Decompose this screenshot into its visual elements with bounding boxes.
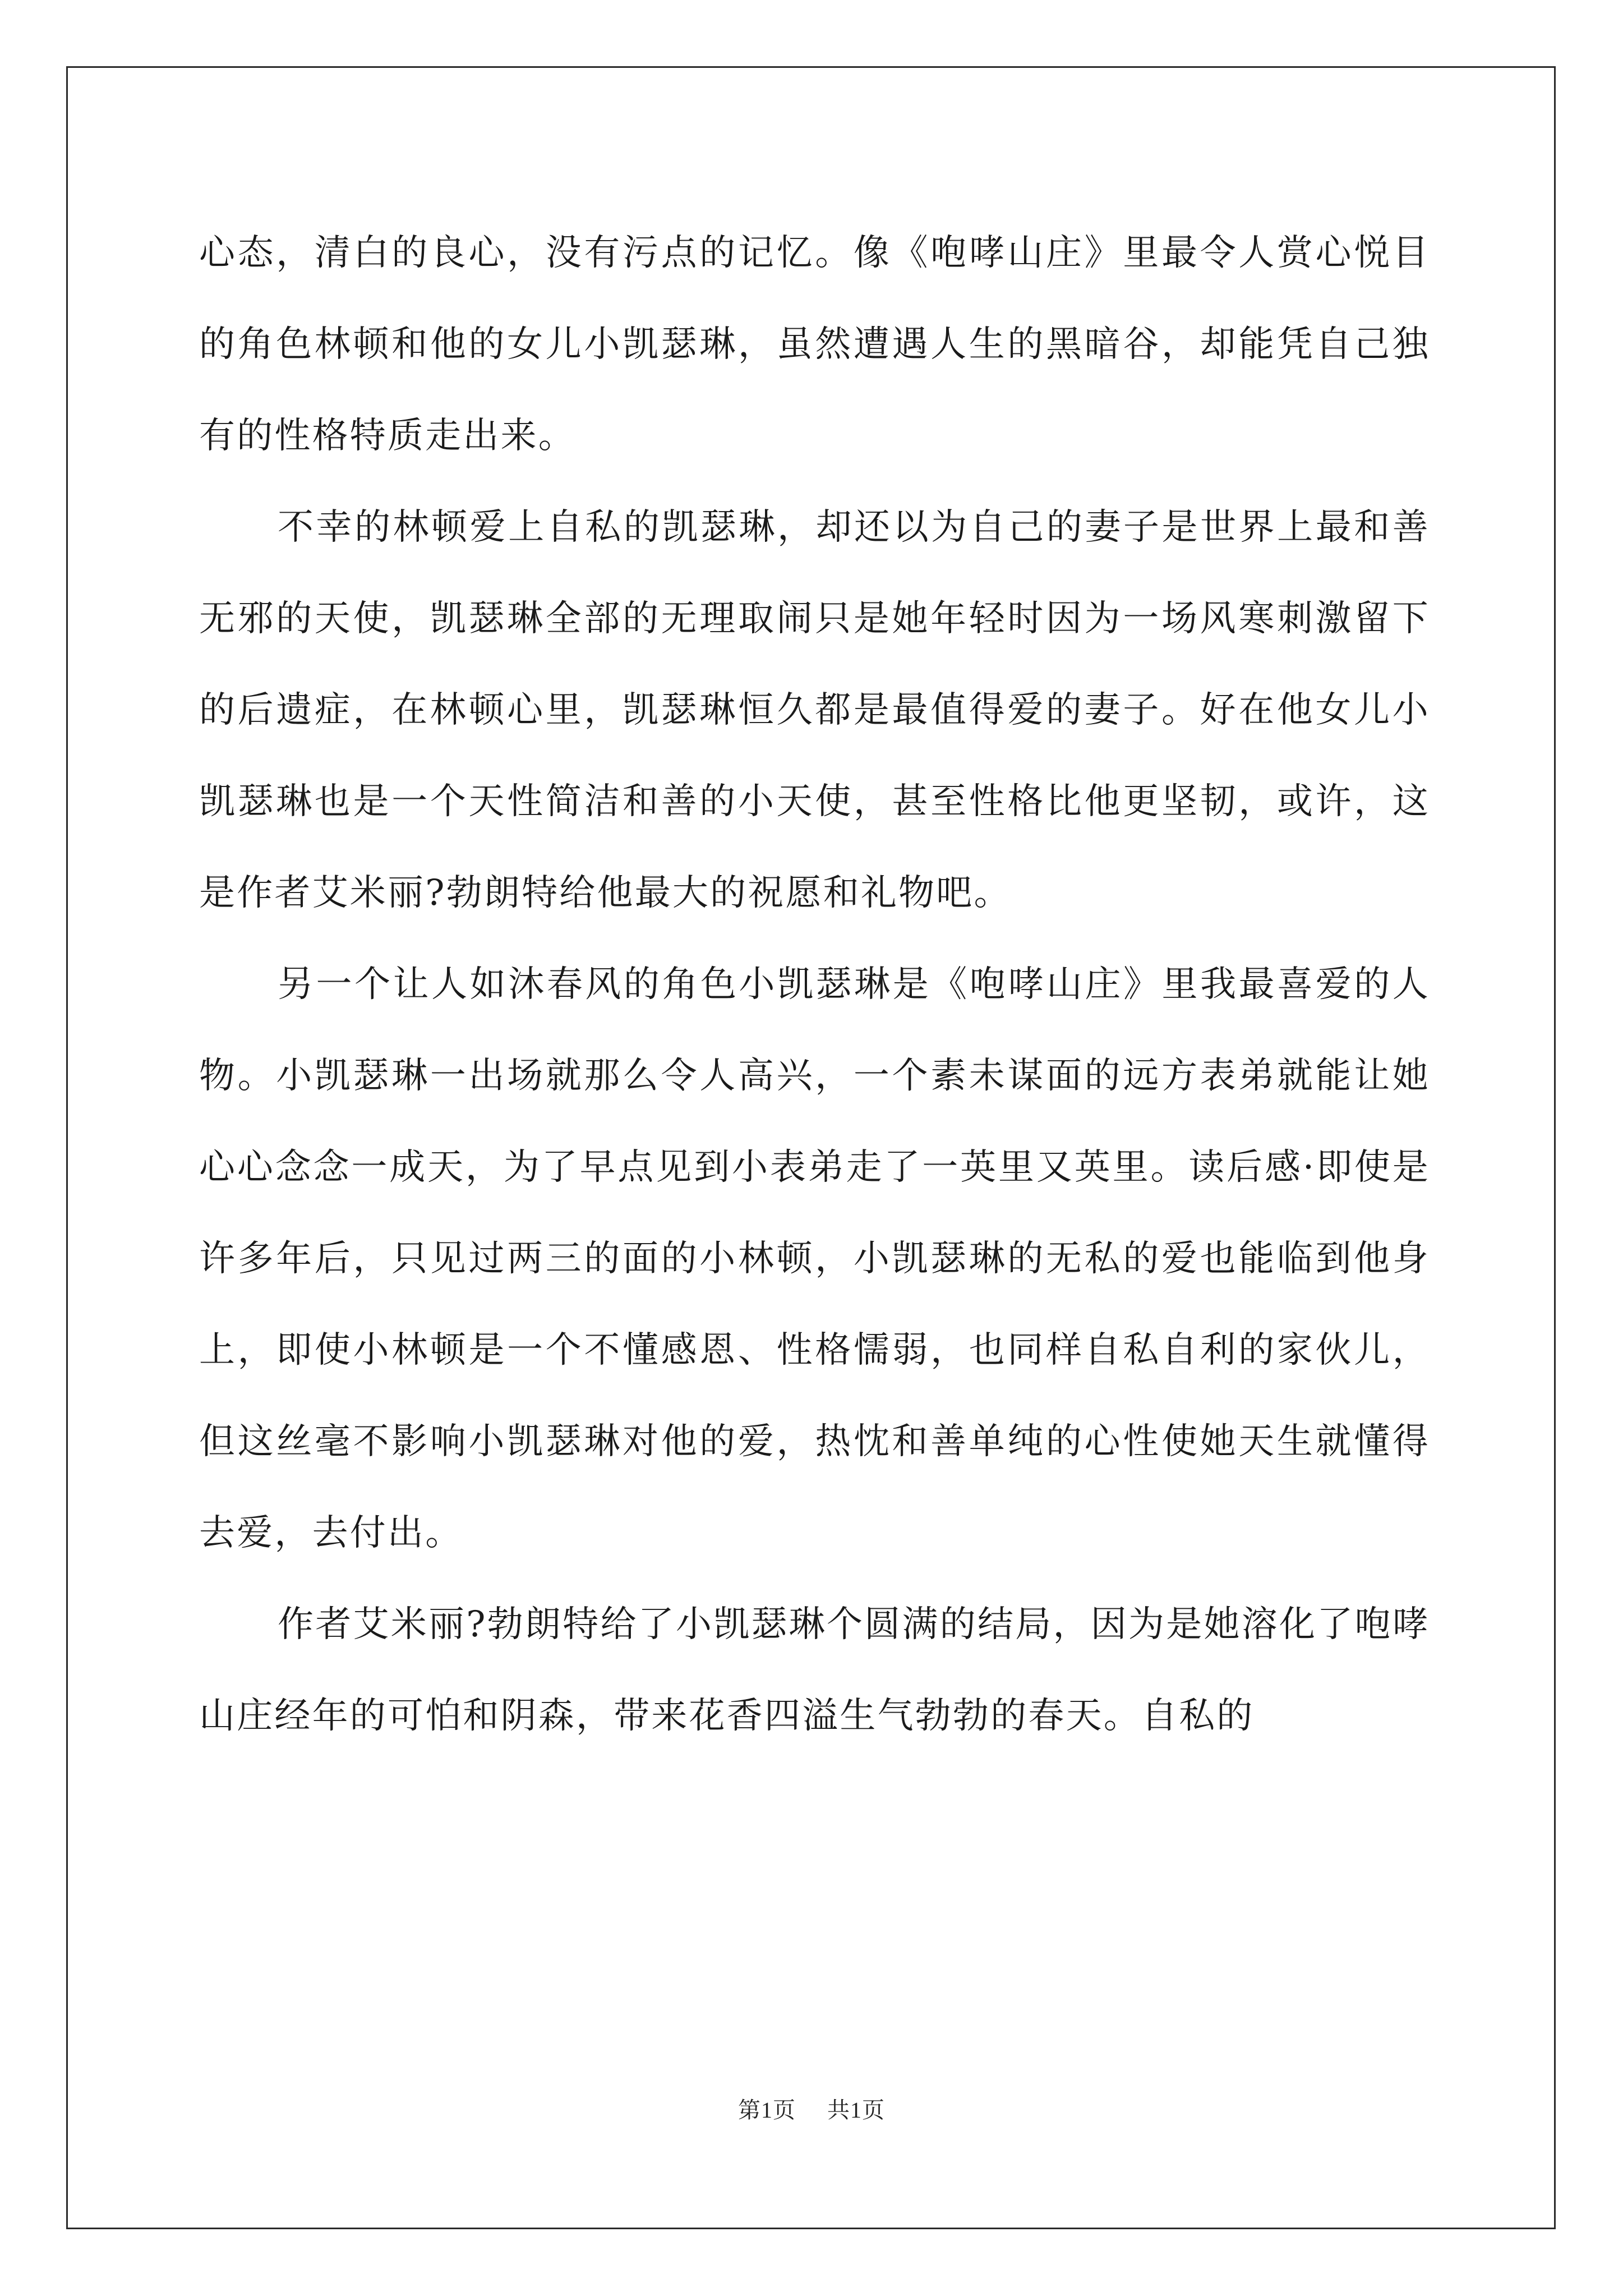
paragraph-2: 不幸的林顿爱上自私的凯瑟琳，却还以为自己的妻子是世界上最和善无邪的天使，凯瑟琳全部的无理取闹只是她年轻时因为一场风寒刺激留下的后遗症，在林顿心里，凯瑟琳恒久都是最值得爱的妻子。好在他女儿小凯瑟琳也是一个天性简洁和善的小天使，甚至性格比他更坚韧，或许，这是作者艾米丽?勃朗特给他最大的祝愿和礼物吧。 <box>199 507 1430 914</box>
total-pages: 共1页 <box>827 2097 885 2123</box>
page-footer <box>0 2092 1623 2124</box>
paragraph-3: 另一个让人如沐春风的角色小凯瑟琳是《咆哮山庄》里我最喜爱的人物。小凯瑟琳一出场就那么令人高兴，一个素未谋面的远方表弟就能让她心心念念一成天，为了早点见到小表弟走了一英里又英里。读后感·即使是许多年后，只见过两三的面的小林顿，小凯瑟琳的无私的爱也能临到他身上，即使小林顿是一个不懂感恩、性格懦弱，也同样自私自利的家伙儿，但这丝毫不影响小凯瑟琳对他的爱，热忱和善单纯的心性使她天生就懂得去爱，去付出。 <box>199 964 1430 1554</box>
paragraph-4: 作者艾米丽?勃朗特给了小凯瑟琳个圆满的结局，因为是她溶化了咆哮山庄经年的可怕和阴森，带来花香四溢生气勃勃的春天。自私的 <box>199 1604 1430 1737</box>
paragraph-1: 心态，清白的良心，没有污点的记忆。像《咆哮山庄》里最令人赏心悦目的角色林顿和他的女儿小凯瑟琳，虽然遭遇人生的黑暗谷，却能凭自己独有的性格特质走出来。 <box>199 232 1430 457</box>
document-body <box>199 208 1430 1762</box>
page-number: 第1页 <box>738 2097 796 2123</box>
